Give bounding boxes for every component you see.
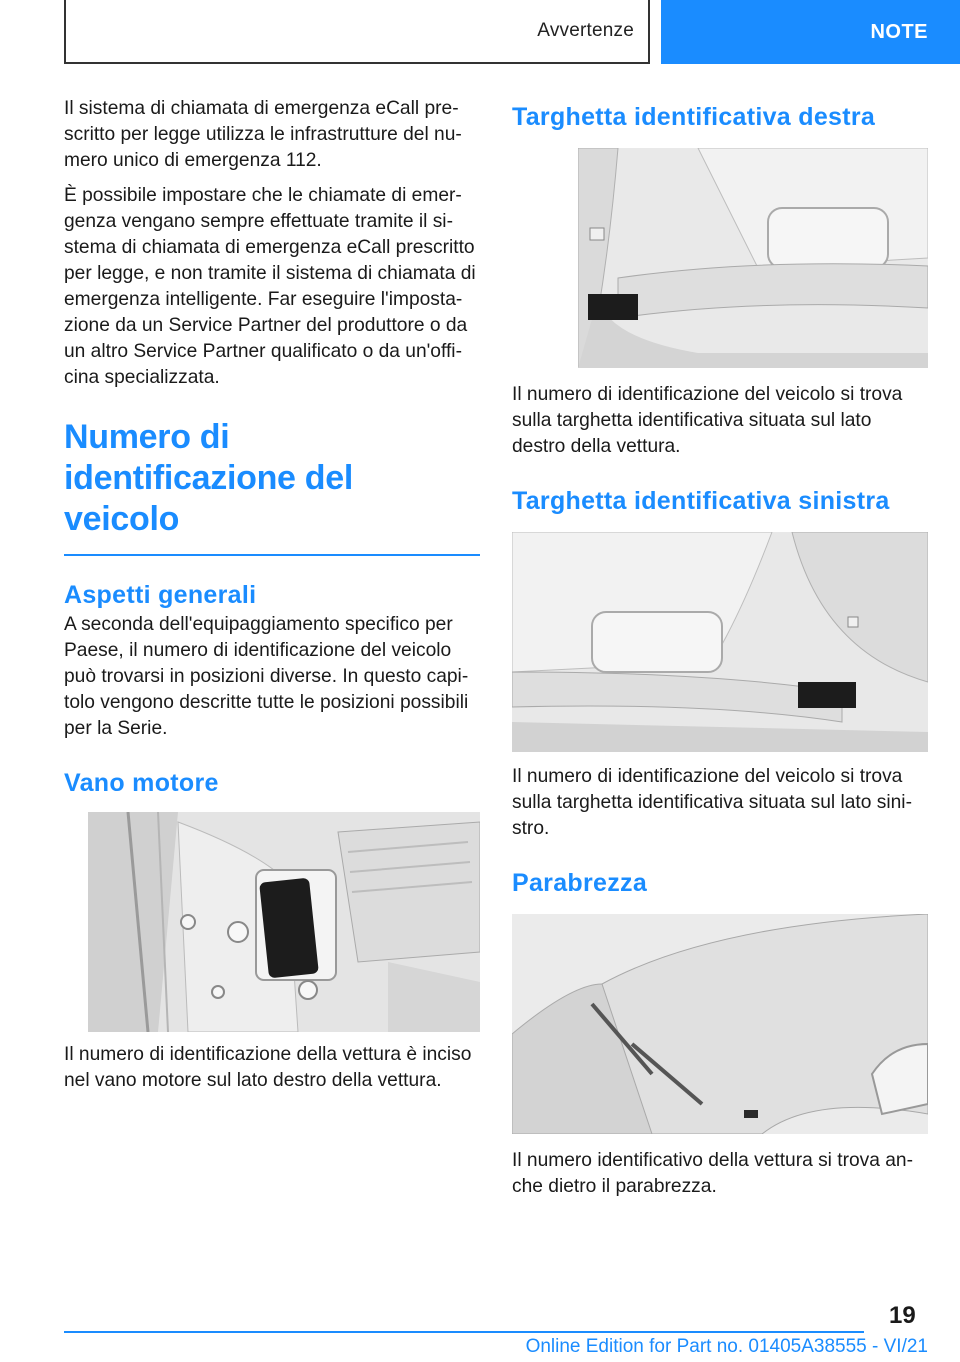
general-heading: Aspetti generali	[64, 581, 257, 609]
right-plate-heading: Targhetta identificativa destra	[512, 103, 876, 131]
engine-bay-image	[88, 812, 480, 1032]
ecall-paragraph: Il sistema di chiamata di emergenza eCall prescritto per legge utilizza le infrastrutture del numero unico di emergenza 112.	[64, 98, 462, 171]
windshield-caption: Il numero identificativo della vettura si trova anche dietro il parabrezza.	[512, 1150, 913, 1197]
left-plate-image	[512, 532, 928, 752]
section-title: Avvertenze	[537, 20, 634, 41]
chapter-title: NOTE	[870, 20, 928, 43]
windshield-heading: Parabrezza	[512, 869, 648, 897]
general-paragraph: A seconda dell'equipaggiamento specifico per Paese, il numero di identificazione del veicolo può trovarsi in posizioni diverse. In questo capitolo vengono descritte tutte le posizioni possibili per la Serie.	[64, 614, 469, 739]
chapter-tab[interactable]	[661, 0, 960, 64]
ecall-setting-paragraph: È possibile impostare che le chiamate di emergenza vengano sempre effettuate tramite il sistema di chiamata di emergenza eCall prescritto per legge, e non tramite il sistema di chiamata di emergenza intelligente. Far eseguire l'impostazione da un Service Partner del produttore o da un altro Service Partner qualificato o da un'officina specializzata.	[64, 185, 476, 388]
windshield-image	[512, 914, 928, 1134]
left-plate-heading: Targhetta identificativa sinistra	[512, 487, 890, 515]
engine-heading: Vano motore	[64, 769, 219, 797]
edition-info: Online Edition for Part no. 01405A38555 - VI/21	[525, 1336, 928, 1357]
left-column	[64, 96, 480, 1094]
left-plate-caption: Il numero di identificazione del veicolo si trova sulla targhetta identificativa situata sul lato sinistro.	[512, 766, 912, 839]
section-tab	[64, 0, 650, 64]
right-column	[512, 102, 928, 1200]
heading-rule	[64, 554, 480, 556]
right-plate-image	[578, 148, 928, 368]
right-plate-caption: Il numero di identificazione del veicolo si trova sulla targhetta identificativa situata sul lato destro della vettura.	[512, 384, 903, 457]
vin-heading: Numero di identificazione del veicolo	[64, 418, 354, 538]
page-number: 19	[889, 1302, 916, 1329]
footer-rule	[64, 1331, 864, 1333]
engine-caption: Il numero di identificazione della vettura è inciso nel vano motore sul lato destro della vettura.	[64, 1044, 472, 1091]
